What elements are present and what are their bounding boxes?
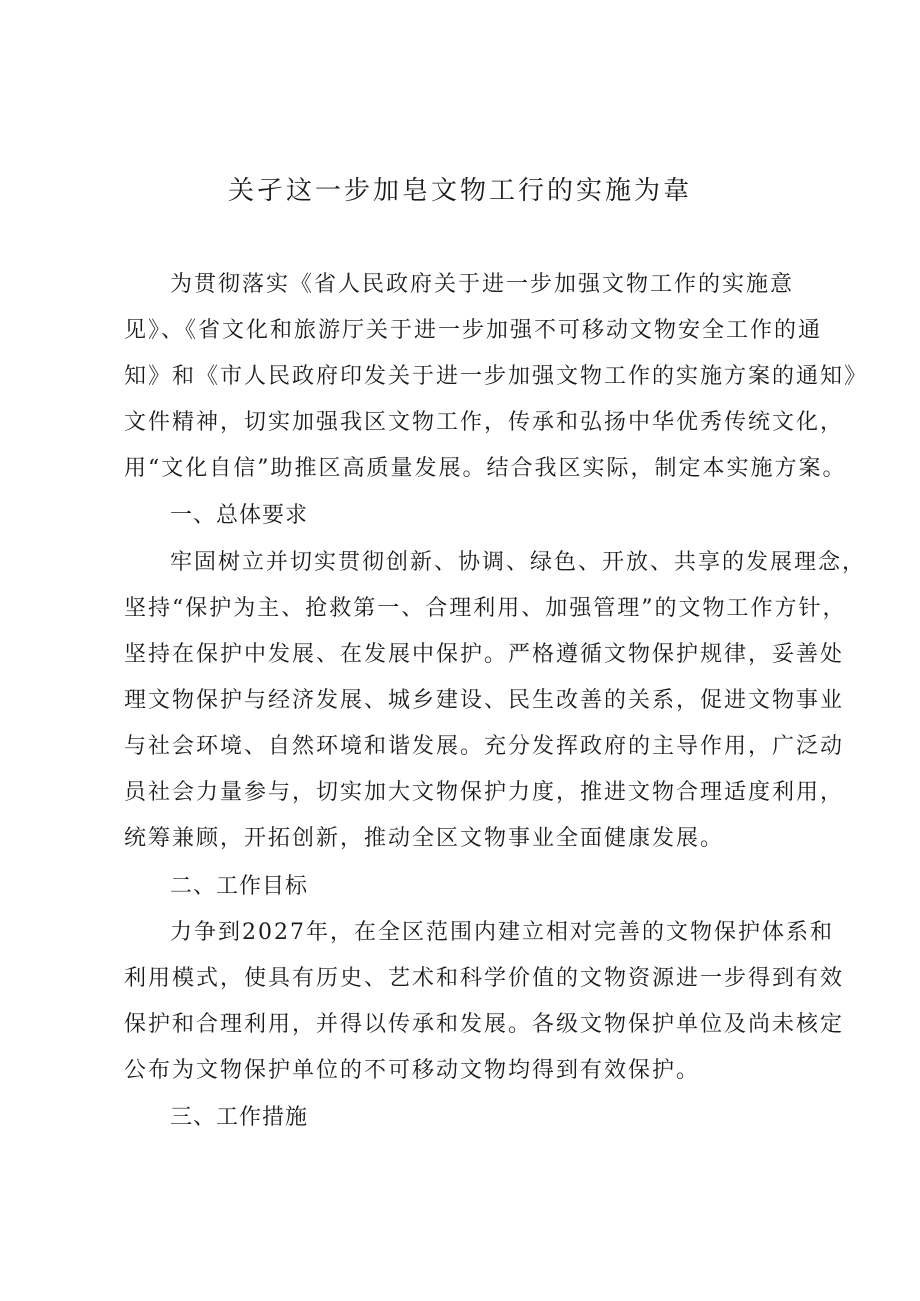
paragraph-line: 与社会环境、自然环境和谐发展。充分发挥政府的主导作用，广泛动	[124, 734, 845, 759]
section-heading-work-measures: 三、工作措施	[170, 1105, 309, 1130]
paragraph-line: 统筹兼顾，开拓创新，推动全区文物事业全面健康发展。	[124, 826, 725, 851]
paragraph-line: 牢固树立并切实贯彻创新、协调、绿色、开放、共享的发展理念，	[170, 550, 867, 575]
paragraph-line: 文件精神，切实加强我区文物工作，传承和弘扬中华优秀传统文化，	[124, 410, 845, 435]
document-title: 关孑这一步加皂文物工行的实施为韋	[227, 176, 692, 206]
section-heading-overall-requirements: 一、总体要求	[170, 503, 309, 528]
paragraph-line: 员社会力量参与，切实加大文物保护力度，推进文物合理适度利用，	[124, 780, 845, 805]
paragraph-line: 知》和《市人民政府印发关于进一步加强文物工作的实施方案的通知》	[124, 364, 869, 389]
paragraph-line: 为贯彻落实《省人民政府关于进一步加强文物工作的实施意	[170, 272, 795, 297]
paragraph-line: 用“文化自信”助推区高质量发展。结合我区实际，制定本实施方案。	[124, 456, 847, 481]
section2-paragraph	[124, 910, 845, 1094]
paragraph-line: 保护和合理利用，并得以传承和发展。各级文物保护单位及尚未核定	[124, 1012, 845, 1037]
paragraph-line: 理文物保护与经济发展、城乡建设、民生改善的关系，促进文物事业	[124, 688, 845, 713]
section-heading-work-goals: 二、工作目标	[170, 874, 309, 899]
paragraph-line: 见》、《省文化和旅游厅关于进一步加强不可移动文物安全工作的通	[124, 318, 823, 343]
paragraph-line: 公布为文物保护单位的不可移动文物均得到有效保护。	[124, 1058, 701, 1083]
paragraph-line: 坚持在保护中发展、在发展中保护。严格遵循文物保护规律，妥善处	[124, 642, 845, 667]
intro-paragraph	[124, 262, 869, 492]
paragraph-line: 利用模式，使具有历史、艺术和科学价值的文物资源进一步得到有效	[124, 966, 845, 991]
paragraph-line: 坚持“保护为主、抢救第一、合理利用、加强管理”的文物工作方针，	[124, 596, 847, 621]
section1-paragraph	[124, 540, 867, 862]
paragraph-line: 力争到2027年，在全区范围内建立相对完善的文物保护体系和	[170, 920, 834, 945]
